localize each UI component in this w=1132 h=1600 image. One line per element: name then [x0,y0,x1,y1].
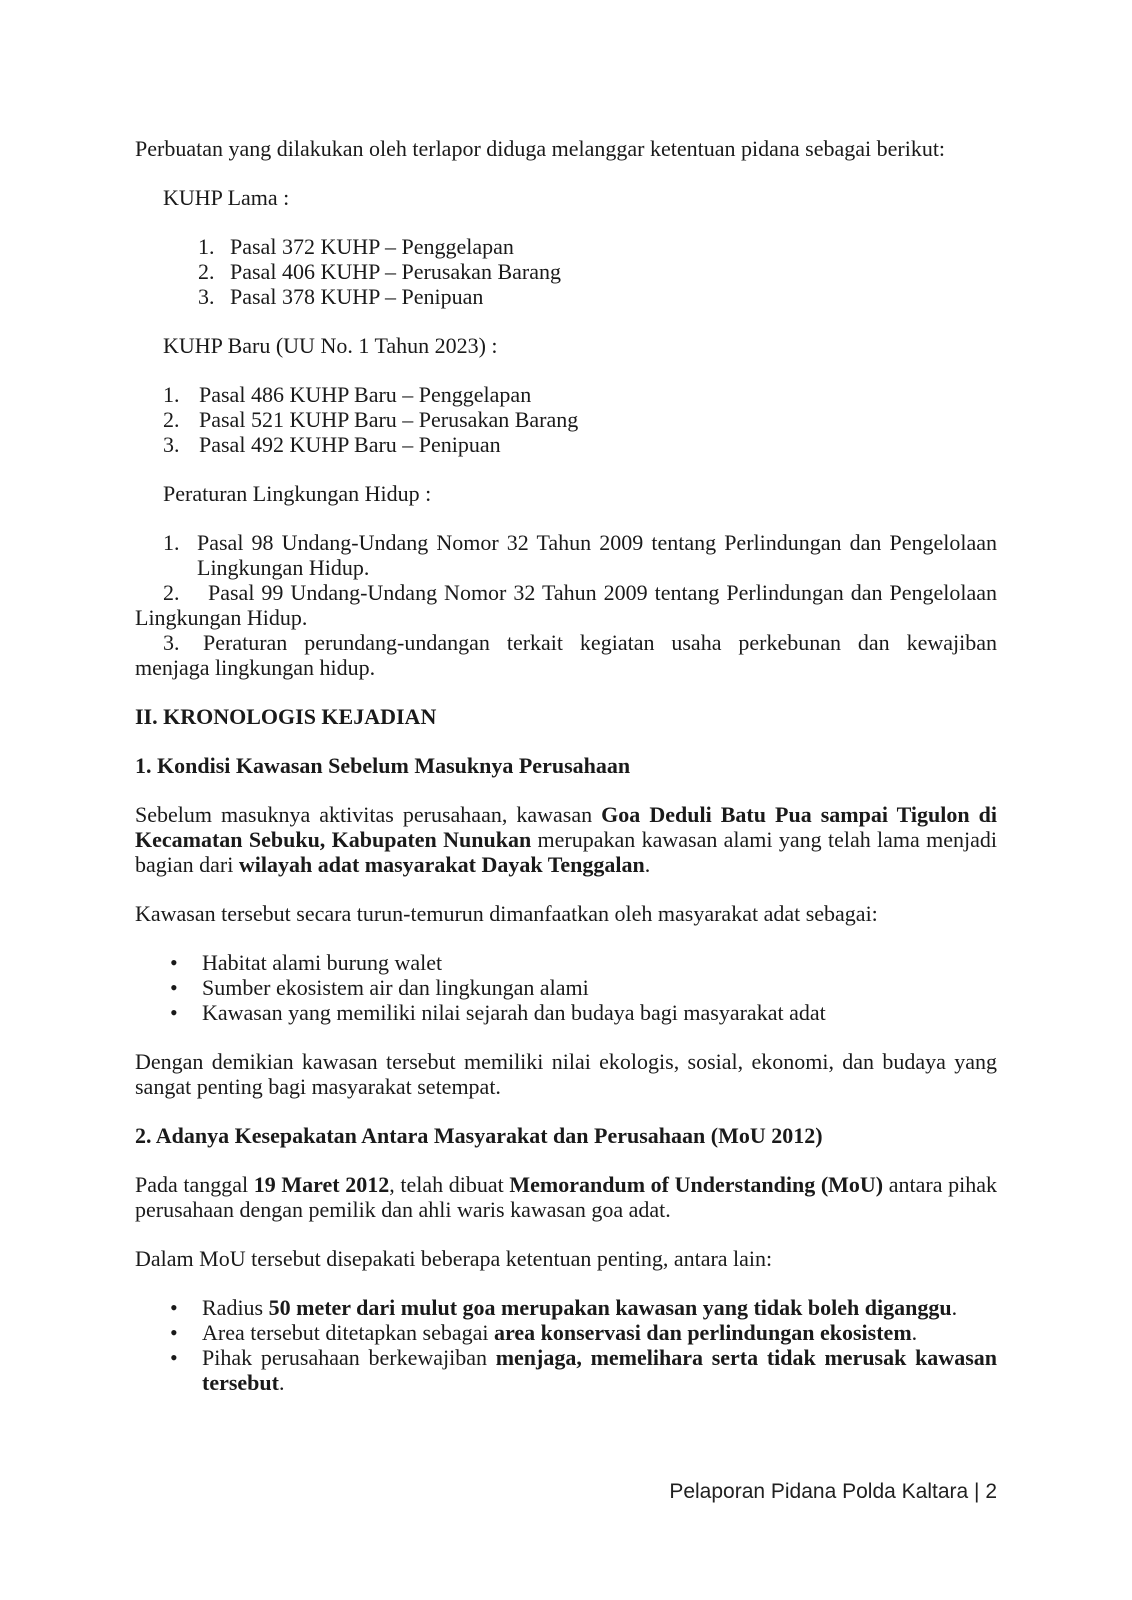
bullet-item-text: Habitat alami burung walet [202,950,443,975]
bullet-item-text: Kawasan yang memiliki nilai sejarah dan budaya bagi masyarakat adat [202,1000,826,1025]
page-footer: Pelaporan Pidana Polda Kaltara | 2 [669,1480,997,1503]
paragraph-kondisi-2: Kawasan tersebut secara turun-temurun dimanfaatkan oleh masyarakat adat sebagai: [135,901,878,926]
lingkungan-list [135,530,997,680]
lingkungan-heading: Peraturan Lingkungan Hidup : [163,481,432,506]
document-body [135,136,997,1419]
bullet-item [170,1295,997,1320]
list-number: 2. [163,580,180,605]
bullet-icon: • [170,1345,178,1370]
bullet-item-text: Pihak perusahaan berkewajiban menjaga, memelihara serta tidak merusak kawasan tersebut. [202,1345,997,1395]
section-heading-kronologis: II. KRONOLOGIS KEJADIAN [135,704,437,729]
subsection-heading-kesepakatan: 2. Adanya Kesepakatan Antara Masyarakat dan Perusahaan (MoU 2012) [135,1123,823,1148]
paragraph-kondisi-3: Dengan demikian kawasan tersebut memiliki nilai ekologis, sosial, ekonomi, dan budaya yang sangat penting bagi masyarakat setempat. [135,1049,997,1099]
bullet-icon: • [170,1000,178,1025]
bullet-icon: • [170,1295,178,1320]
list-number: 3. [163,630,180,655]
mou-bullet-list [135,1295,997,1395]
list-item [135,630,997,680]
list-item-text: Pasal 492 KUHP Baru – Penipuan [199,432,501,457]
kuhp-baru-list [135,382,997,457]
bullet-icon: • [170,1320,178,1345]
bullet-icon: • [170,975,178,1000]
bullet-item-text: Radius 50 meter dari mulut goa merupakan kawasan yang tidak boleh diganggu. [202,1295,958,1320]
list-number: 3. [163,432,180,457]
list-number: 1. [198,234,215,259]
list-number: 2. [198,259,215,284]
list-item [163,432,997,457]
list-item-text: Pasal 98 Undang-Undang Nomor 32 Tahun 2009 tentang Perlindungan dan Pengelolaan Lingkungan Hidup. [197,530,997,580]
kawasan-bullet-list [135,950,997,1025]
list-number: 2. [163,407,180,432]
intro-paragraph: Perbuatan yang dilakukan oleh terlapor diduga melanggar ketentuan pidana sebagai berikut: [135,136,946,161]
list-number: 1. [163,382,180,407]
list-item [198,284,997,309]
paragraph-mou-1: Pada tanggal 19 Maret 2012, telah dibuat Memorandum of Understanding (MoU) antara pihak perusahaan dengan pemilik dan ahli waris kawasan goa adat. [135,1172,997,1222]
list-item-text: Pasal 406 KUHP – Perusakan Barang [230,259,561,284]
list-number: 3. [198,284,215,309]
list-number: 1. [163,530,180,555]
kuhp-baru-heading: KUHP Baru (UU No. 1 Tahun 2023) : [163,333,498,358]
list-item [163,407,997,432]
list-item [198,259,997,284]
list-item [163,530,997,580]
bullet-item [170,950,997,975]
bullet-item [170,975,997,1000]
bullet-icon: • [170,950,178,975]
list-item-text: Peraturan perundang-undangan terkait kegiatan usaha perkebunan dan kewajiban menjaga lingkungan hidup. [135,630,997,680]
paragraph-kondisi-1: Sebelum masuknya aktivitas perusahaan, kawasan Goa Deduli Batu Pua sampai Tigulon di Kecamatan Sebuku, Kabupaten Nunukan merupakan kawasan alami yang telah lama menjadi bagian dari wilayah adat masyarakat Dayak Tenggalan. [135,802,997,877]
subsection-heading-kondisi: 1. Kondisi Kawasan Sebelum Masuknya Perusahaan [135,753,631,778]
bullet-item-text: Area tersebut ditetapkan sebagai area konservasi dan perlindungan ekosistem. [202,1320,918,1345]
list-item [163,382,997,407]
paragraph-mou-2: Dalam MoU tersebut disepakati beberapa ketentuan penting, antara lain: [135,1246,773,1271]
bullet-item [170,1345,997,1395]
list-item-text: Pasal 99 Undang-Undang Nomor 32 Tahun 2009 tentang Perlindungan dan Pengelolaan Lingkungan Hidup. [135,580,997,630]
list-item [198,234,997,259]
bullet-item [170,1000,997,1025]
list-item [135,580,997,630]
bullet-item [170,1320,997,1345]
list-item-text: Pasal 521 KUHP Baru – Perusakan Barang [199,407,579,432]
list-item-text: Pasal 378 KUHP – Penipuan [230,284,484,309]
list-item-text: Pasal 372 KUHP – Penggelapan [230,234,514,259]
kuhp-lama-list [135,234,997,309]
bullet-item-text: Sumber ekosistem air dan lingkungan alami [202,975,589,1000]
kuhp-lama-heading: KUHP Lama : [163,185,290,210]
list-item-text: Pasal 486 KUHP Baru – Penggelapan [199,382,532,407]
